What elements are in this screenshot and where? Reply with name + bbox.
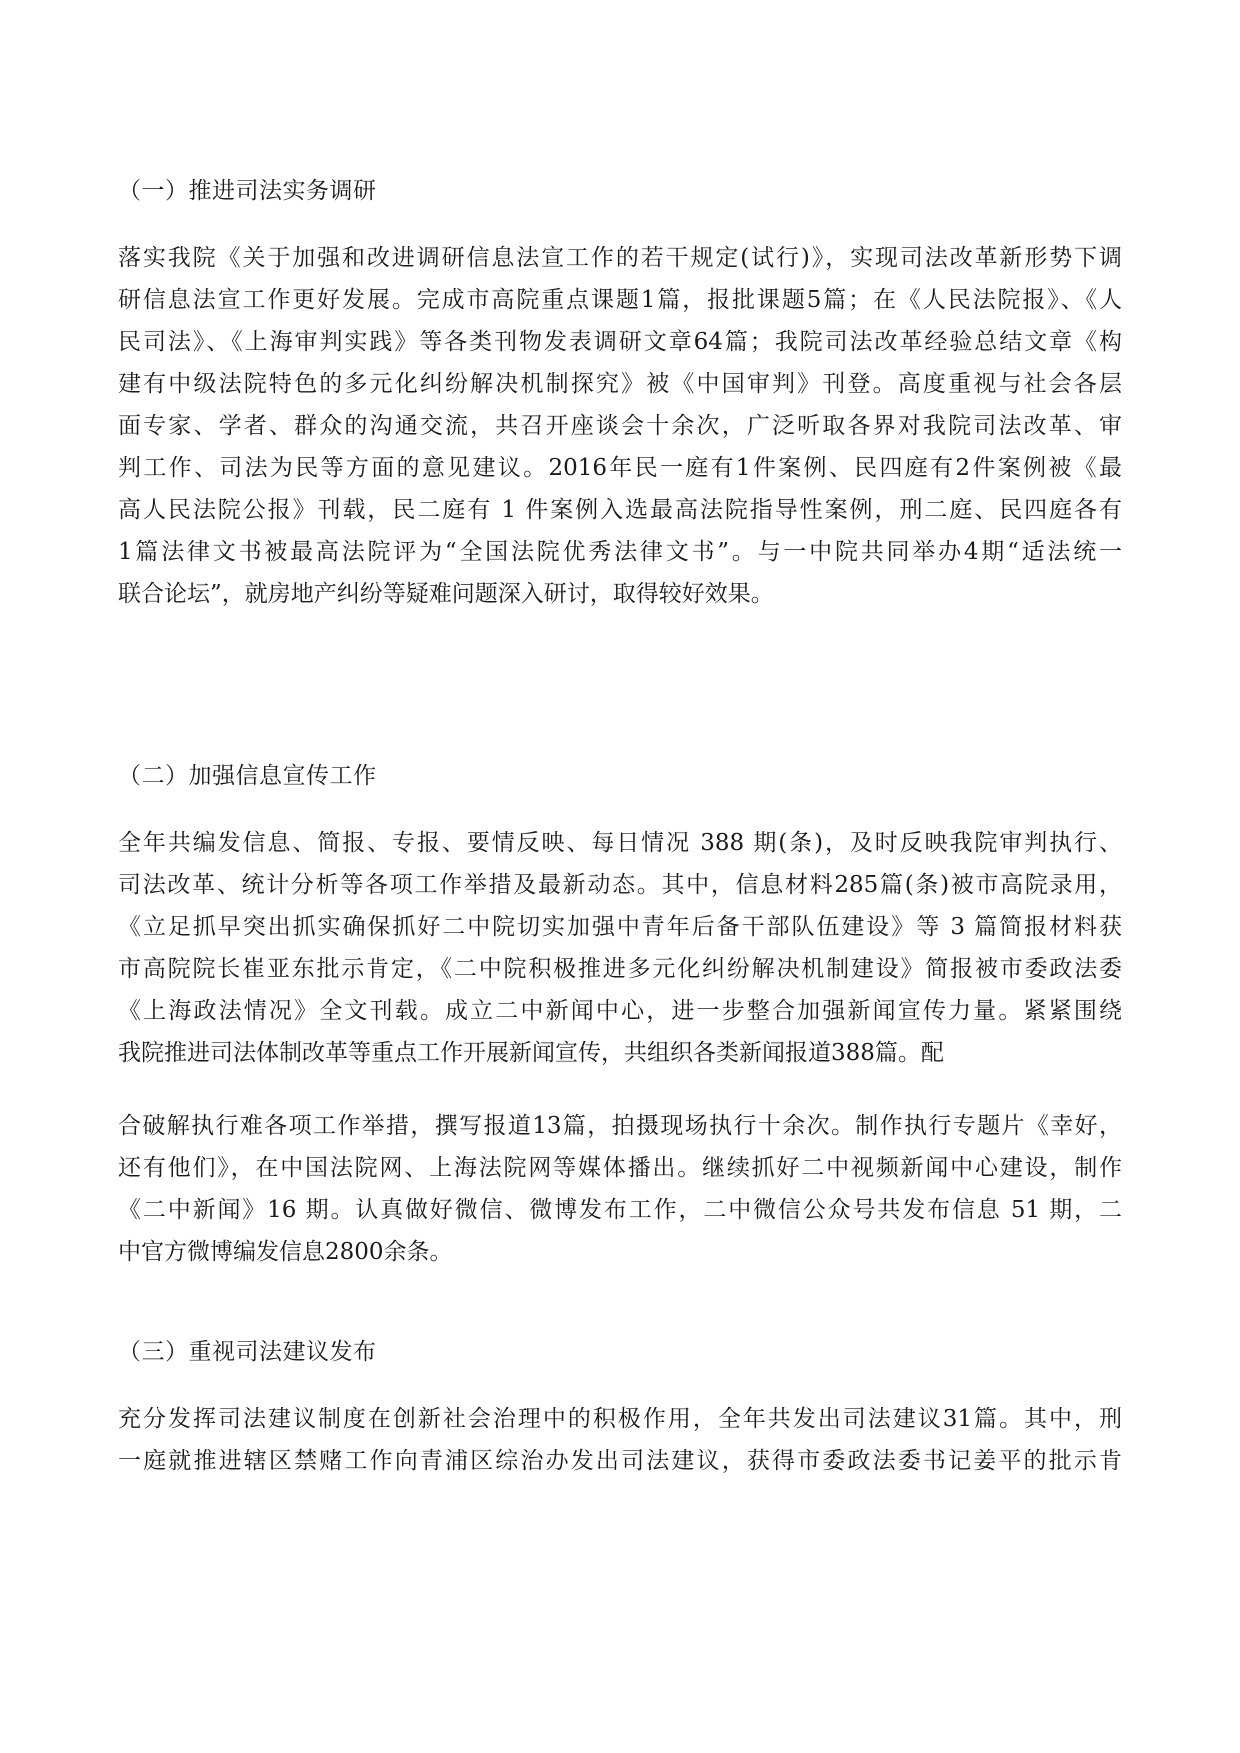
paragraph-line: 中官方微博编发信息2800余条。 [118, 1239, 453, 1265]
paragraph-line: 充分发挥司法建议制度在创新社会治理中的积极作用，全年共发出司法建议31篇。其中，刑 [118, 1406, 1122, 1432]
paragraph-line: 1篇法律文书被最高法院评为“全国法院优秀法律文书”。与一中院共同举办4期“适法统一 [118, 539, 1122, 565]
section-paragraph [118, 237, 1122, 615]
paragraph-line: 联合论坛”，就房地产纠纷等疑难问题深入研讨，取得较好效果。 [118, 581, 774, 607]
paragraph-line: 《上海政法情况》全文刊载。成立二中新闻中心，进一步整合加强新闻宣传力量。紧紧围绕 [118, 998, 1122, 1024]
section-paragraph [118, 1105, 1122, 1273]
paragraph-line: 合破解执行难各项工作举措，撰写报道13篇，拍摄现场执行十余次。制作执行专题片《幸好， [118, 1113, 1122, 1139]
section-heading: （一）推进司法实务调研 [118, 178, 377, 204]
paragraph-line: 落实我院《关于加强和改进调研信息法宣工作的若干规定(试行)》，实现司法改革新形势下调 [118, 245, 1122, 271]
paragraph-line: 司法改革、统计分析等各项工作举措及最新动态。其中，信息材料285篇(条)被市高院录用， [118, 872, 1122, 898]
paragraph-line: 判工作、司法为民等方面的意见建议。2016年民一庭有1件案例、民四庭有2件案例被《最 [118, 455, 1122, 481]
paragraph-line: 高人民法院公报》刊载，民二庭有 1 件案例入选最高法院指导性案例，刑二庭、民四庭各有 [118, 497, 1122, 523]
paragraph-line: 全年共编发信息、简报、专报、要情反映、每日情况 388 期(条)，及时反映我院审判执行、 [118, 830, 1122, 856]
paragraph-line: 我院推进司法体制改革等重点工作开展新闻宣传，共组织各类新闻报道388篇。配 [118, 1040, 944, 1066]
paragraph-line: 《二中新闻》16 期。认真做好微信、微博发布工作，二中微信公众号共发布信息 51 期，二 [118, 1197, 1122, 1223]
paragraph-line: 民司法》、《上海审判实践》等各类刊物发表调研文章64篇；我院司法改革经验总结文章《构 [118, 329, 1122, 355]
section-paragraph [118, 1398, 1122, 1482]
section-heading: （二）加强信息宣传工作 [118, 763, 377, 789]
paragraph-line: 研信息法宣工作更好发展。完成市高院重点课题1篇，报批课题5篇；在《人民法院报》、《人 [118, 287, 1122, 313]
paragraph-line: 面专家、学者、群众的沟通交流，共召开座谈会十余次，广泛听取各界对我院司法改革、审 [118, 413, 1122, 439]
paragraph-line: 建有中级法院特色的多元化纠纷解决机制探究》被《中国审判》刊登。高度重视与社会各层 [118, 371, 1122, 397]
section-paragraph [118, 822, 1122, 1074]
section-heading: （三）重视司法建议发布 [118, 1339, 377, 1365]
paragraph-line: 《立足抓早突出抓实确保抓好二中院切实加强中青年后备干部队伍建设》等 3 篇简报材料获 [118, 914, 1122, 940]
paragraph-line: 市高院院长崔亚东批示肯定，《二中院积极推进多元化纠纷解决机制建设》简报被市委政法委 [118, 956, 1122, 982]
paragraph-line: 一庭就推进辖区禁赌工作向青浦区综治办发出司法建议，获得市委政法委书记姜平的批示肯 [118, 1448, 1122, 1474]
paragraph-line: 还有他们》，在中国法院网、上海法院网等媒体播出。继续抓好二中视频新闻中心建设，制作 [118, 1155, 1122, 1181]
